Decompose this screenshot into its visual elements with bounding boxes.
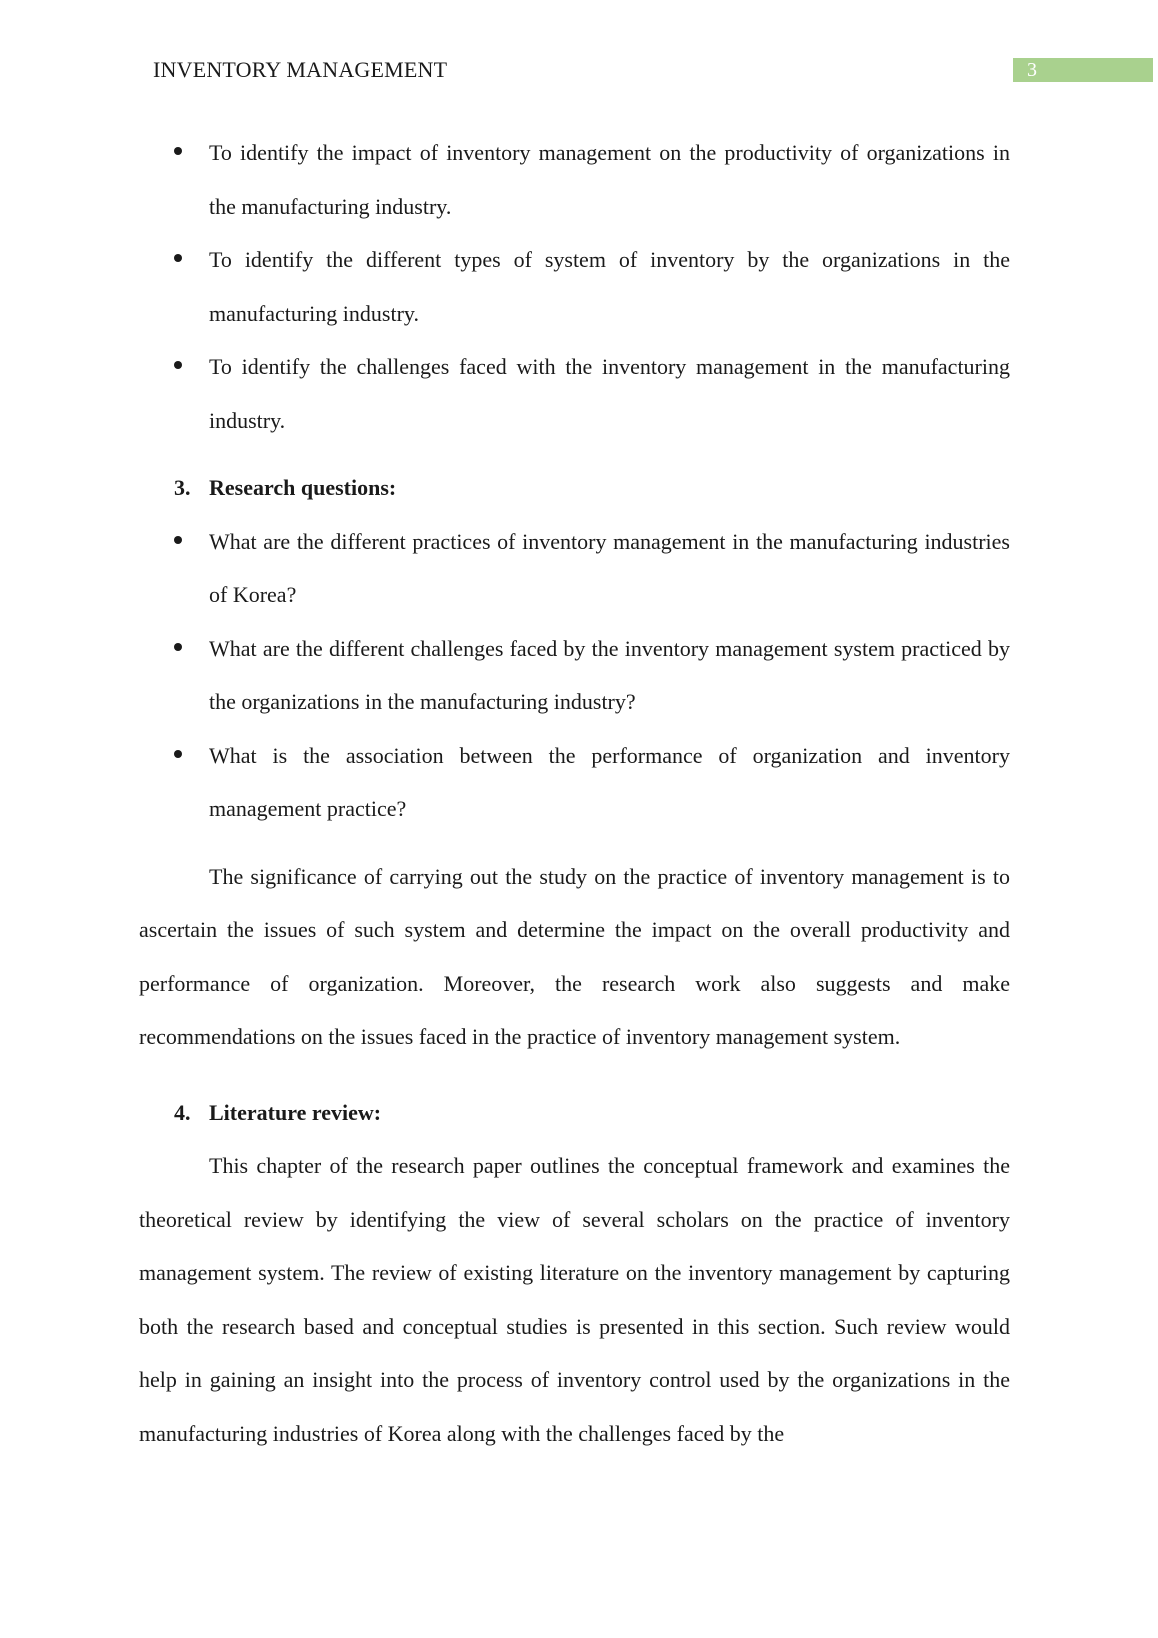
page-number: 3 (1013, 58, 1153, 82)
question-text: What are the different practices of inventory management in the manufacturing industries of Korea? (209, 528, 1010, 607)
list-item (139, 233, 1010, 340)
bullet-icon (174, 750, 182, 758)
objective-text: To identify the challenges faced with the inventory management in the manufacturing industry. (209, 354, 1010, 433)
research-questions-list (139, 515, 1010, 836)
bullet-icon (174, 643, 182, 651)
list-item (139, 126, 1010, 233)
bullet-icon (174, 536, 182, 544)
bullet-icon (174, 254, 182, 262)
section-heading-literature-review (139, 1086, 1010, 1140)
objectives-list (139, 126, 1010, 447)
bullet-icon (174, 361, 182, 369)
literature-review-paragraph: This chapter of the research paper outlines the conceptual framework and examines the theoretical review by identifying the view of several scholars on the practice of inventory management system. The review of existing literature on the inventory management by capturing both the research based and conceptual studies is presented in this section. Such review would help in gaining an insight into the process of inventory control used by the organizations in the manufacturing industries of Korea along with the challenges faced by the (139, 1153, 1010, 1446)
bullet-icon (174, 147, 182, 155)
section-title: Literature review: (209, 1099, 382, 1125)
document-body (139, 126, 1010, 1460)
objective-text: To identify the impact of inventory management on the productivity of organizations in the manufacturing industry. (209, 140, 1010, 219)
significance-paragraph: The significance of carrying out the study on the practice of inventory management is to ascertain the issues of such system and determine the impact on the overall productivity and performance of organization. Moreover, the research work also suggests and make recommendations on the issues faced in the practice of inventory management system. (139, 863, 1010, 1049)
objective-text: To identify the different types of system of inventory by the organizations in the manufacturing industry. (209, 247, 1010, 326)
section-number: 3. (174, 475, 191, 500)
section-number: 4. (174, 1099, 191, 1125)
list-item (139, 622, 1010, 729)
list-item (139, 340, 1010, 447)
list-item (139, 515, 1010, 622)
question-text: What are the different challenges faced by the inventory management system practiced by the organizations in the manufacturing industry? (209, 635, 1010, 714)
question-text: What is the association between the performance of organization and inventory management practice? (209, 742, 1010, 821)
section-heading-research-questions (139, 461, 1010, 515)
section-title: Research questions: (209, 475, 397, 500)
running-head: INVENTORY MANAGEMENT (153, 57, 448, 82)
list-item (139, 729, 1010, 836)
